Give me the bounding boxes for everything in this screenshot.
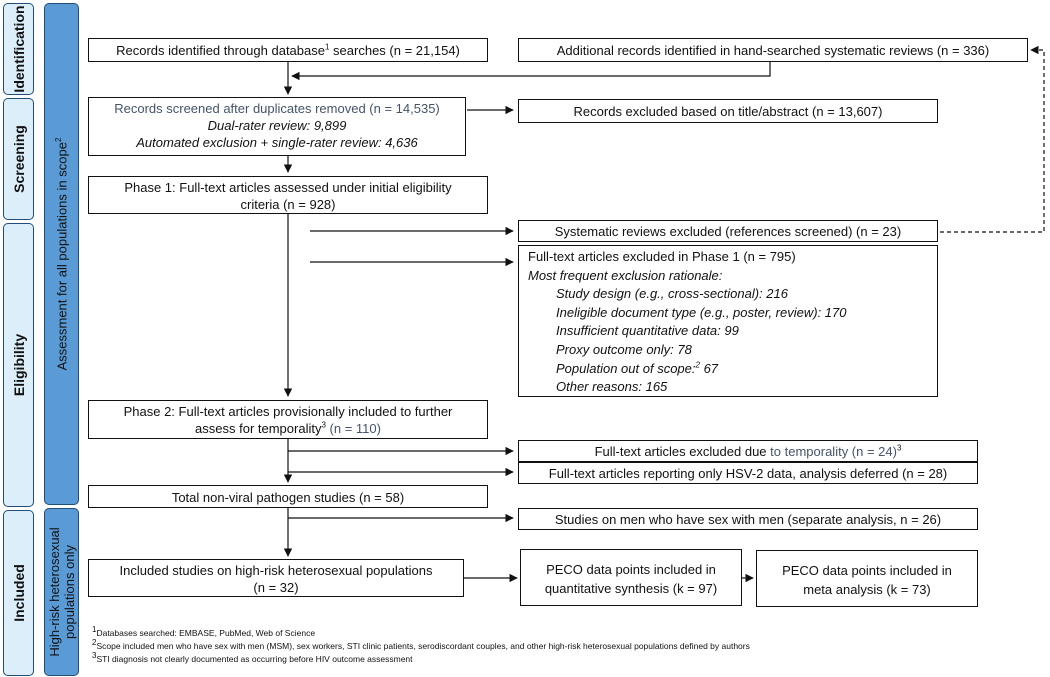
phase1-excluded-subtitle: Most frequent exclusion rationale: bbox=[528, 267, 723, 283]
screened-dual: Dual-rater review: 9,899 bbox=[207, 118, 347, 133]
footnote-1: $^1$Databases searched: EMBASE, PubMed, Web of Science bbox=[92, 625, 316, 638]
stage-identification-label: Identification bbox=[10, 5, 27, 93]
dashed-arrow-sr-to-hand bbox=[940, 50, 1044, 232]
screened-title: Records screened after duplicates removed (n = 14,535) bbox=[114, 101, 440, 116]
band-assessment-label: Assessment for all populations in scope$^2$ bbox=[53, 137, 69, 371]
box-temporality-excluded: Full-text articles excluded due to temporality (n = 24)$^3$ bbox=[518, 440, 978, 462]
box-database-records: Records identified through database$^1$ searches (n = 21,154) bbox=[88, 38, 488, 62]
box-meta-analysis: PECO data points included in meta analysis (k = 73) bbox=[756, 550, 978, 607]
reason-item: Proxy outcome only: 78 bbox=[556, 341, 692, 357]
box-records-screened bbox=[88, 97, 466, 156]
box-phase1: Phase 1: Full-text articles assessed under initial eligibility criteria (n = 928) bbox=[88, 176, 488, 214]
screened-automated: Automated exclusion + single-rater review: 4,636 bbox=[136, 135, 418, 150]
reason-item: Ineligible document type (e.g., poster, review): 170 bbox=[556, 304, 847, 320]
box-nonviral-total: Total non-viral pathogen studies (n = 58) bbox=[88, 485, 488, 508]
phase1-excluded-title: Full-text articles excluded in Phase 1 (n = 795) bbox=[528, 249, 796, 264]
band-highrisk-label: High-risk heterosexual populations only bbox=[46, 527, 77, 657]
box-hsv2-deferred: Full-text articles reporting only HSV-2 data, analysis deferred (n = 28) bbox=[518, 462, 978, 484]
box-included-studies: Included studies on high-risk heterosexual populations (n = 32) bbox=[88, 559, 464, 597]
reason-item: Study design (e.g., cross-sectional): 216 bbox=[556, 286, 788, 302]
footnote-3: $^3$STI diagnosis not clearly documented as occurring before HIV outcome assessment bbox=[92, 651, 413, 664]
footnote-2: $^2$Scope included men who have sex with men (MSM), sex workers, STI clinic patients, serodiscordant couples, and other high-risk heterosexual populations defined by authors bbox=[92, 638, 750, 651]
box-sr-excluded: Systematic reviews excluded (references screened) (n = 23) bbox=[518, 220, 938, 242]
stage-included-label: Included bbox=[10, 564, 27, 622]
stage-eligibility-label: Eligibility bbox=[10, 333, 27, 397]
box-phase2: Phase 2: Full-text articles provisionally included to further assess for temporality$^3$ (n = 110) bbox=[88, 400, 488, 439]
arrow-hand-to-main bbox=[292, 61, 770, 76]
reason-item: Population out of scope:$^2$ 67 bbox=[556, 360, 719, 376]
box-phase1-excluded bbox=[518, 245, 938, 397]
stage-screening-label: Screening bbox=[10, 125, 27, 193]
box-msm-studies: Studies on men who have sex with men (separate analysis, n = 26) bbox=[518, 508, 978, 530]
box-hand-searched-records: Additional records identified in hand-searched systematic reviews (n = 336) bbox=[518, 38, 1028, 62]
box-excluded-title-abstract: Records excluded based on title/abstract (n = 13,607) bbox=[518, 99, 938, 123]
reason-item: Insufficient quantitative data: 99 bbox=[556, 323, 739, 339]
box-quantitative-synthesis: PECO data points included in quantitative synthesis (k = 97) bbox=[520, 549, 742, 606]
reason-item: Other reasons: 165 bbox=[556, 379, 668, 395]
